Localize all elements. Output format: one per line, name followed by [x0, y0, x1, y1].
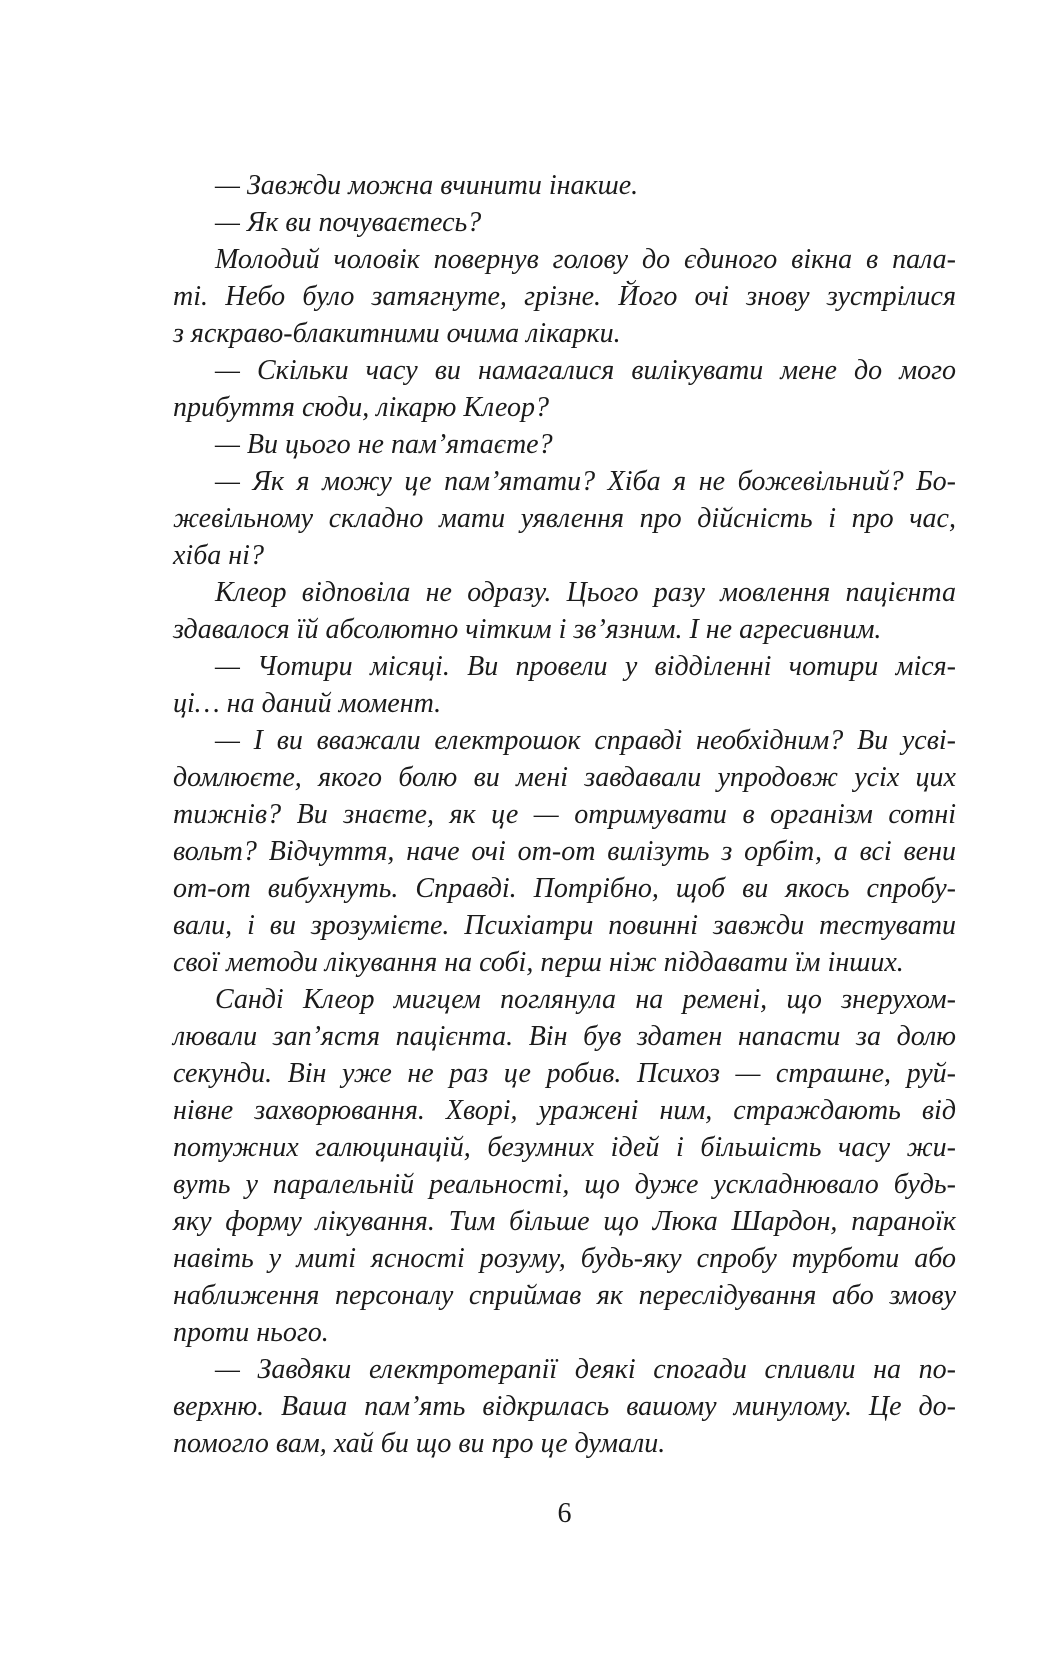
paragraph	[173, 463, 956, 574]
text-line: з яскраво-блакитними очима лікарки.	[173, 318, 621, 349]
page-number: 6	[557, 1498, 572, 1529]
text-line: жевільному складно мати уявлення про дійсність і про час,	[173, 503, 956, 534]
text-line: вольт? Відчуття, наче очі от-от вилізуть з орбіт, а всі вени	[173, 836, 956, 867]
text-line: помогло вам, хай би що ви про це думали.	[173, 1428, 666, 1459]
text-line: тижнів? Ви знаєте, як це — отримувати в організм сотні	[173, 799, 956, 830]
text-line: — Скільки часу ви намагалися вилікувати мене до мого	[215, 355, 956, 386]
paragraph	[173, 204, 956, 241]
text-line: домлюєте, якого болю ви мені завдавали упродовж усіх цих	[173, 762, 956, 793]
text-line: — Ви цього не пам’ятаєте?	[215, 429, 553, 460]
text-line: верхню. Ваша пам’ять відкрилась вашому минулому. Це до-	[173, 1391, 956, 1422]
text-line: вуть у паралельній реальності, що дуже ускладнювало будь-	[173, 1169, 956, 1200]
text-line: — Як ви почуваєтесь?	[215, 207, 482, 238]
text-line: хіба ні?	[173, 540, 264, 571]
text-line: яку форму лікування. Тим більше що Люка Шардон, параноїк	[173, 1206, 956, 1237]
page-text	[173, 167, 956, 1462]
text-line: — Завжди можна вчинити інакше.	[215, 170, 639, 201]
text-line: нівне захворювання. Хворі, уражені ним, страждають від	[173, 1095, 956, 1126]
text-line: — І ви вважали електрошок справді необхідним? Ви усві-	[215, 725, 956, 756]
text-line: потужних галюцинацій, безумних ідей і більшість часу жи-	[173, 1132, 956, 1163]
text-line: — Завдяки електротерапії деякі спогади спливли на по-	[215, 1354, 956, 1385]
paragraph	[173, 981, 956, 1351]
text-line: здавалося їй абсолютно чітким і зв’язним. І не агресивним.	[173, 614, 882, 645]
text-line: наближення персоналу сприймав як переслідування або змову	[173, 1280, 956, 1311]
paragraph	[173, 167, 956, 204]
paragraph	[173, 1351, 956, 1462]
text-line: проти нього.	[173, 1317, 329, 1348]
text-line: Клеор відповіла не одразу. Цього разу мовлення пацієнта	[215, 577, 956, 608]
paragraph	[173, 352, 956, 426]
text-line: Санді Клеор мигцем поглянула на ремені, що знерухом-	[215, 984, 956, 1015]
text-line: вали, і ви зрозумієте. Психіатри повинні завжди тестувати	[173, 910, 956, 941]
text-line: ці… на даний момент.	[173, 688, 442, 719]
text-line: — Як я можу це пам’ятати? Хіба я не божевільний? Бо-	[215, 466, 956, 497]
text-line: свої методи лікування на собі, перш ніж піддавати їм інших.	[173, 947, 904, 978]
text-line: — Чотири місяці. Ви провели у відділенні чотири міся-	[215, 651, 956, 682]
paragraph	[173, 722, 956, 981]
text-line: навіть у миті ясності розуму, будь-яку спробу турботи або	[173, 1243, 956, 1274]
text-line: от-от вибухнуть. Справді. Потрібно, щоб ви якось спробу-	[173, 873, 956, 904]
text-line: лювали зап’ястя пацієнта. Він був здатен напасти за долю	[173, 1021, 956, 1052]
text-line: прибуття сюди, лікарю Клеор?	[173, 392, 549, 423]
paragraph	[173, 426, 956, 463]
paragraph	[173, 241, 956, 352]
text-line: Молодий чоловік повернув голову до єдиного вікна в пала-	[215, 244, 956, 275]
text-line: секунди. Він уже не раз це робив. Психоз — страшне, руй-	[173, 1058, 956, 1089]
paragraph	[173, 574, 956, 648]
paragraph	[173, 648, 956, 722]
text-line: ті. Небо було затягнуте, грізне. Його очі знову зустрілися	[173, 281, 956, 312]
